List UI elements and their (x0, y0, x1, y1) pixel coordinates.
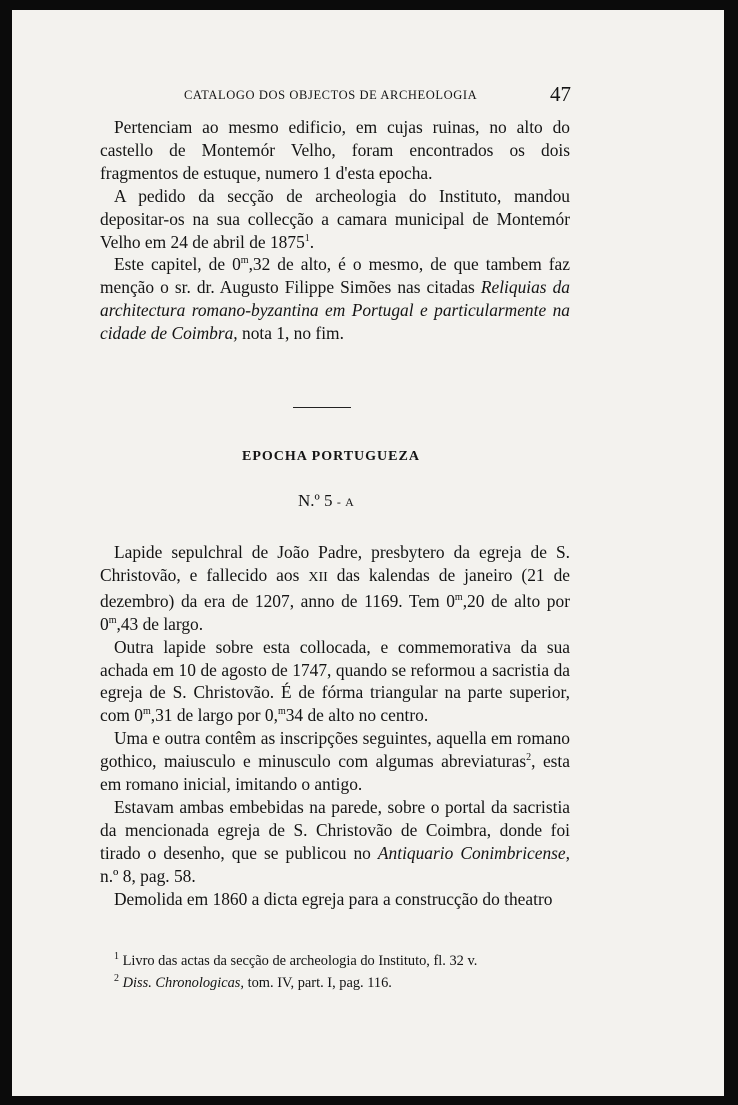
footnote-ref-1: 1 (304, 232, 310, 244)
page-number: 47 (550, 82, 571, 106)
section-divider (293, 407, 351, 408)
body-paragraph-1: Lapide sepulchral de João Padre, presbytero da egreja de S. Christovão, e fallecido aos XII das kalendas de janeiro (21 de dezembro) da era de 1207, anno de 1169. Tem 0$^m$,20 de alto por 0$^m$,43 de largo. (100, 542, 570, 634)
intro-paragraph-2: A pedido da secção de archeologia do Instituto, mandou depositar-os na sua collecção a camara municipal de Montemór Velho em 24 de abril de 1875$^1$. (100, 185, 570, 252)
intro-paragraph-3: Este capitel, de 0$^m$,32 de alto, é o mesmo, de que tambem faz menção o sr. dr. Augusto Filippe Simões nas citadas Reliquias da architectura romano-byzantina em Portugal e particularmente na cidade de Coimbra, nota 1, no fim. (100, 254, 570, 344)
footnote-1: $^1$ Livro das actas da secção de archeologia do Instituto, fl. 32 v. (114, 951, 478, 969)
body-paragraph-3: Uma e outra contêm as inscripções seguintes, aquella em romano gothico, maiusculo e minusculo com algumas abreviaturas$^2$, esta em romano inicial, imitando o antigo. (100, 728, 570, 795)
main-text (100, 541, 570, 911)
footnote-ref-2: 2 (526, 752, 532, 764)
body-paragraph-5: Demolida em 1860 a dicta egreja para a construcção do theatro (114, 888, 553, 909)
section-title: EPOCHA PORTUGUEZA (242, 449, 420, 464)
italic-citation: Antiquario Conimbricense, (377, 842, 570, 863)
footnotes (114, 950, 574, 994)
item-number: N.º 5 - A (298, 491, 355, 510)
italic-citation: Reliquias da architectura romano-byzantina em Portugal e particularmente na cidade de Coimbra, (100, 277, 570, 344)
document-page (12, 10, 724, 1096)
running-title: CATALOGO DOS OBJECTOS DE ARCHEOLOGIA (184, 88, 478, 102)
intro-paragraph-1: Pertenciam ao mesmo edificio, em cujas ruinas, no alto do castello de Montemór Velho, foram encontrados os dois fragmentos de estuque, numero 1 d'esta epocha. (100, 117, 570, 183)
footnote-2: $^2$ Diss. Chronologicas, tom. IV, part. I, pag. 116. (114, 973, 392, 991)
body-paragraph-2: Outra lapide sobre esta collocada, e commemorativa da sua achada em 10 de agosto de 1747, quando se reformou a sacristia da egreja de S. Christovão. É de fórma triangular na parte superior, com 0$^m$,31 de largo por 0,$^m$34 de alto no centro. (100, 636, 570, 726)
intro-text (100, 116, 570, 345)
body-paragraph-4: Estavam ambas embebidas na parede, sobre o portal da sacristia da mencionada egreja de S. Christovão de Coimbra, donde foi tirado o desenho, que se publicou no Antiquario Conimbricense, n.º 8, pag. 58. (100, 796, 570, 886)
